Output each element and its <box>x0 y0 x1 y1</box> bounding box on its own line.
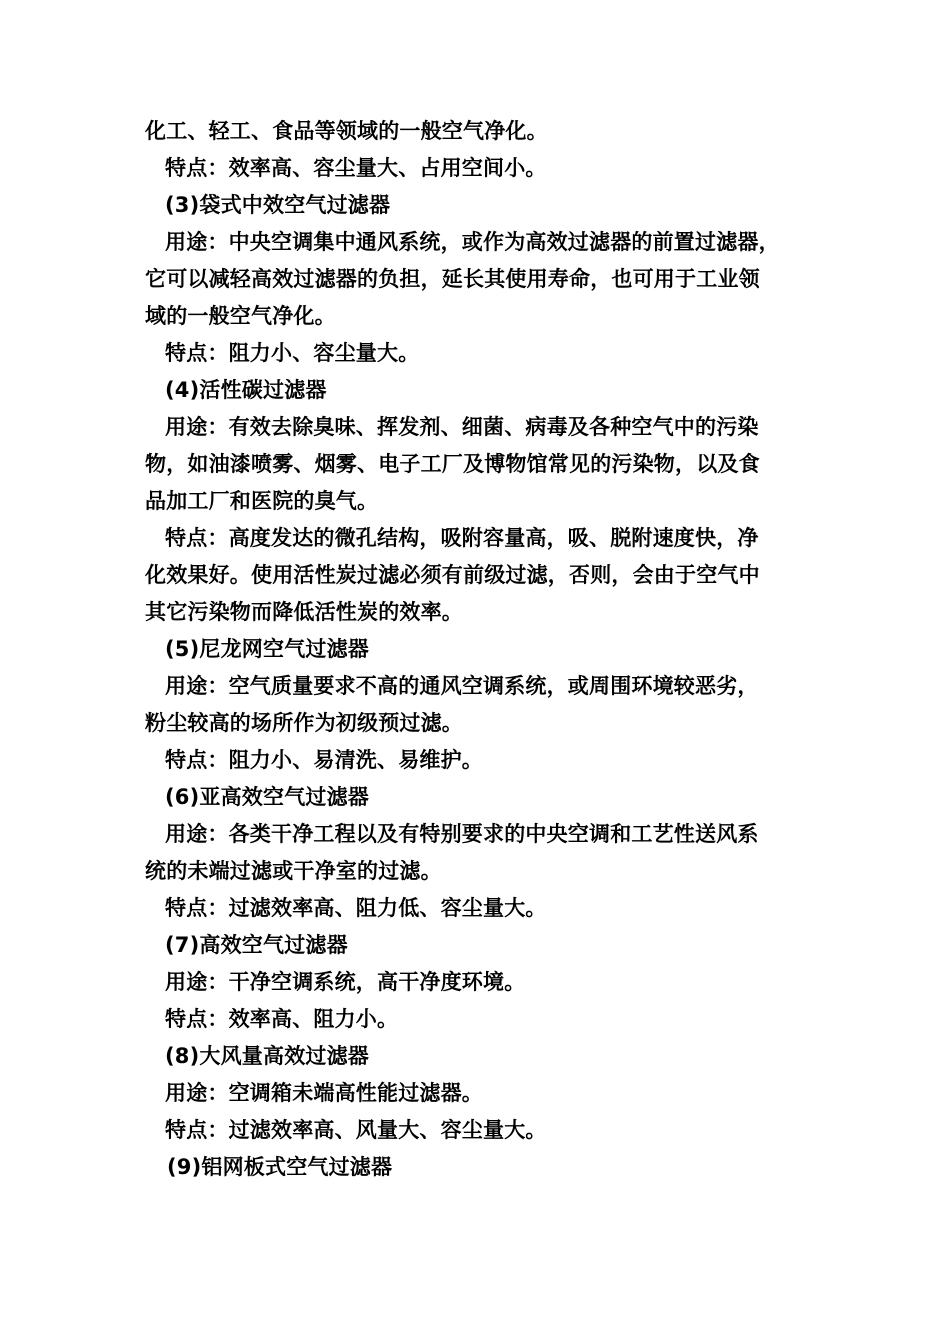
section-heading-7: (7)高效空气过滤器 <box>165 933 348 957</box>
usage-line: 用途：空气质量要求不高的通风空调系统，或周围环境较恶劣， <box>165 674 759 698</box>
feature-line: 特点：效率高、容尘量大、占用空间小。 <box>165 156 547 180</box>
section-heading-6: (6)亚高效空气过滤器 <box>165 785 370 809</box>
paragraph-line: 粉尘较高的场所作为初级预过滤。 <box>145 711 463 735</box>
paragraph-line: 品加工厂和医院的臭气。 <box>145 489 379 513</box>
paragraph-line: 化效果好。使用活性炭过滤必须有前级过滤，否则，会由于空气中 <box>145 563 760 587</box>
section-heading-3: (3)袋式中效空气过滤器 <box>165 193 391 217</box>
feature-line: 特点：过滤效率高、风量大、容尘量大。 <box>165 1118 547 1142</box>
paragraph-line: 统的未端过滤或干净室的过滤。 <box>145 859 442 883</box>
paragraph-line: 化工、轻工、食品等领域的一般空气净化。 <box>145 119 548 143</box>
paragraph-line: 其它污染物而降低活性炭的效率。 <box>145 600 463 624</box>
section-heading-9: (9)铝网板式空气过滤器 <box>167 1155 393 1179</box>
section-heading-8: (8)大风量高效过滤器 <box>165 1044 370 1068</box>
usage-line: 用途：中央空调集中通风系统，或作为高效过滤器的前置过滤器， <box>165 230 780 254</box>
feature-line: 特点：阻力小、容尘量大。 <box>165 341 420 365</box>
feature-line: 特点：阻力小、易清洗、易维护。 <box>165 748 483 772</box>
section-heading-4: (4)活性碳过滤器 <box>165 378 327 402</box>
usage-line: 用途：有效去除臭味、挥发剂、细菌、病毒及各种空气中的污染 <box>165 415 759 439</box>
paragraph-line: 物，如油漆喷雾、烟雾、电子工厂及博物馆常见的污染物，以及食 <box>145 452 760 476</box>
section-heading-5: (5)尼龙网空气过滤器 <box>165 637 370 661</box>
body-text <box>145 113 825 1186</box>
usage-line: 用途：干净空调系统，高干净度环境。 <box>165 970 526 994</box>
feature-line: 特点：高度发达的微孔结构，吸附容量高，吸、脱附速度快，净 <box>165 526 759 550</box>
feature-line: 特点：过滤效率高、阻力低、容尘量大。 <box>165 896 547 920</box>
feature-line: 特点：效率高、阻力小。 <box>165 1007 399 1031</box>
usage-line: 用途：各类干净工程以及有特别要求的中央空调和工艺性送风系 <box>165 822 759 846</box>
paragraph-line: 它可以减轻高效过滤器的负担，延长其使用寿命，也可用于工业领 <box>145 267 760 291</box>
paragraph-line: 域的一般空气净化。 <box>145 304 336 328</box>
usage-line: 用途：空调箱未端高性能过滤器。 <box>165 1081 483 1105</box>
